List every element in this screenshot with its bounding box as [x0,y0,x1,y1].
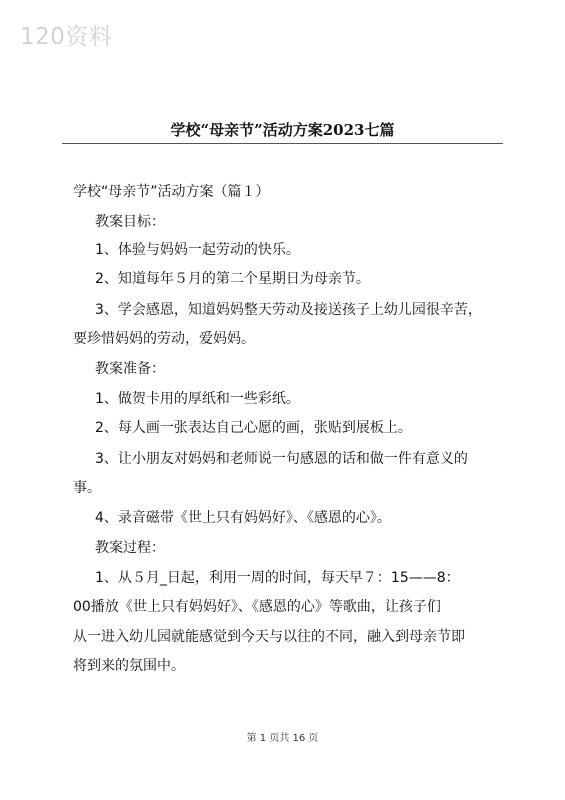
paragraph-line: 1、体验与妈妈一起劳动的快乐。 [95,242,300,258]
paragraph-line: 教案准备： [95,361,165,377]
paragraph-line: 2、每人画一张表达自己心愿的画，张贴到展板上。 [95,420,412,436]
paragraph-line: 2、知道每年５月的第二个星期日为母亲节。 [95,271,370,287]
watermark-logo: 120资料 [20,24,113,50]
paragraph-line: 教案过程： [95,540,165,556]
paragraph-line: 00播放《世上只有妈妈好》、《感恩的心》等歌曲，让孩子们 [73,599,441,615]
section-heading: 学校“母亲节”活动方案（篇１） [73,184,270,200]
paragraph-line: 1、做贺卡用的厚纸和一些彩纸。 [95,391,300,407]
title-divider [62,143,503,144]
paragraph-line: 事。 [73,480,101,496]
paragraph-line: 将到来的氛围中。 [73,658,185,674]
page-number: 第 1 页共 16 页 [246,733,319,744]
paragraph-line: 从一进入幼儿园就能感觉到今天与以往的不同，融入到母亲节即 [73,629,465,645]
paragraph-line: 3、学会感恩，知道妈妈整天劳动及接送孩子上幼儿园很辛苦， [95,302,482,318]
paragraph-line: 1、从５月_日起，利用一周的时间，每天早７：15——8： [95,570,460,586]
paragraph-line: 教案目标： [95,214,165,230]
paragraph-line: 4、录音磁带《世上只有妈妈好》、《感恩的心》。 [95,510,391,526]
document-title: 学校“母亲节”活动方案2023七篇 [170,121,395,139]
paragraph-line: 要珍惜妈妈的劳动，爱妈妈。 [73,331,255,347]
paragraph-line: 3、让小朋友对妈妈和老师说一句感恩的话和做一件有意义的 [95,451,468,467]
